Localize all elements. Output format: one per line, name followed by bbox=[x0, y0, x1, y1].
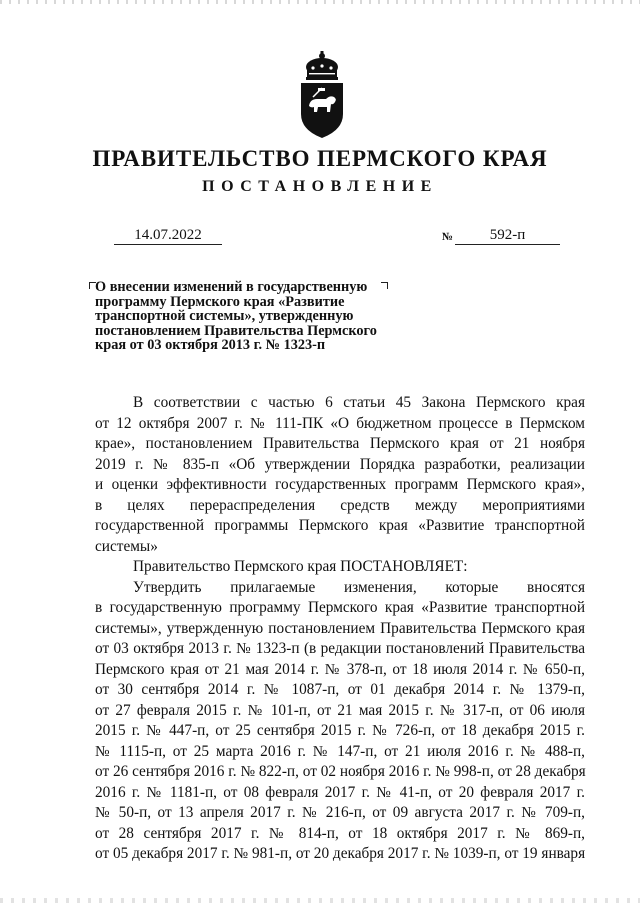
decree-line: Правительство Пермского края ПОСТАНОВЛЯЕТ: bbox=[133, 558, 468, 575]
body-line: от 05 декабря 2017 г. № 981-п, от 20 декабря 2017 г. № 1039-п, от 19 января bbox=[95, 845, 586, 862]
government-title: ПРАВИТЕЛЬСТВО ПЕРМСКОГО КРАЯ bbox=[92, 146, 548, 171]
subject-line: края от 03 октября 2013 г. № 1323-п bbox=[95, 337, 326, 354]
body-line: в целях перераспределения средств между мероприятиями bbox=[95, 496, 585, 514]
body-line: от 28 сентября 2017 г. № 814-п, от 18 октября 2017 г. № 869-п, bbox=[95, 824, 585, 842]
scan-artifact-top bbox=[0, 0, 640, 4]
body-line: системы», утвержденную постановлением Правительства Пермского края bbox=[95, 619, 585, 637]
body-line: В соответствии с частью 6 статьи 45 Закона Пермского края bbox=[133, 394, 585, 411]
body-line: крае», постановлением Правительства Пермского края от 21 ноября bbox=[95, 435, 585, 452]
body-line: государственной программы Пермского края «Развитие транспортной bbox=[95, 517, 585, 534]
document-body bbox=[95, 393, 585, 865]
document-date: 14.07.2022 bbox=[114, 226, 222, 245]
subject-line: транспортной системы», утвержденную bbox=[95, 308, 354, 325]
subject-line: О внесении изменений в государственную bbox=[95, 279, 368, 295]
number-label: № bbox=[442, 231, 454, 243]
body-line: Пермского края от 21 мая 2014 г. № 378-п, от 18 июля 2014 г. № 650-п, bbox=[95, 660, 585, 678]
body-line: от 30 сентября 2014 г. № 1087-п, от 01 декабря 2014 г. № 1379-п, bbox=[95, 681, 585, 698]
perm-krai-coat-of-arms-icon bbox=[296, 50, 348, 140]
body-line: от 03 октября 2013 г. № 1323-п (в редакции постановлений Правительства bbox=[95, 640, 585, 657]
subject-line: постановлением Правительства Пермского bbox=[95, 322, 377, 339]
body-line: № 50-п, от 13 апреля 2017 г. № 216-п, от 09 августа 2017 г. № 709-п, bbox=[95, 804, 585, 821]
scan-artifact-bottom bbox=[0, 898, 640, 903]
document-type: ПОСТАНОВЛЕНИЕ bbox=[202, 178, 438, 195]
body-line: № 1115-п, от 25 марта 2016 г. № 147-п, от 21 июля 2016 г. № 488-п, bbox=[95, 742, 585, 760]
body-line: от 26 сентября 2016 г. № 822-п, от 02 ноября 2016 г. № 998-п, от 28 декабря bbox=[95, 763, 586, 780]
subject-line: программу Пермского края «Развитие bbox=[95, 293, 345, 310]
body-line: 2019 г. № 835-п «Об утверждении Порядка разработки, реализации bbox=[95, 455, 585, 473]
body-line: Утвердить прилагаемые изменения, которые вносятся bbox=[133, 578, 585, 596]
body-line: системы» bbox=[95, 537, 158, 555]
document-subject bbox=[95, 280, 405, 353]
body-line: 2016 г. № 1181-п, от 08 февраля 2017 г. № 41-п, от 20 февраля 2017 г. bbox=[95, 783, 585, 801]
body-line: от 27 февраля 2015 г. № 101-п, от 21 мая 2015 г. № 317-п, от 06 июля bbox=[95, 701, 585, 719]
body-line: от 12 октября 2007 г. № 111-ПК «О бюджетном процессе в Пермском bbox=[95, 414, 585, 432]
document-number: 592-п bbox=[455, 226, 560, 245]
body-line: 2015 г. № 447-п, от 25 сентября 2015 г. № 726-п, от 18 декабря 2015 г. bbox=[95, 722, 585, 739]
body-line: в государственную программу Пермского края «Развитие транспортной bbox=[95, 599, 585, 616]
body-line: и оценки эффективности государственных программ Пермского края», bbox=[95, 476, 585, 493]
